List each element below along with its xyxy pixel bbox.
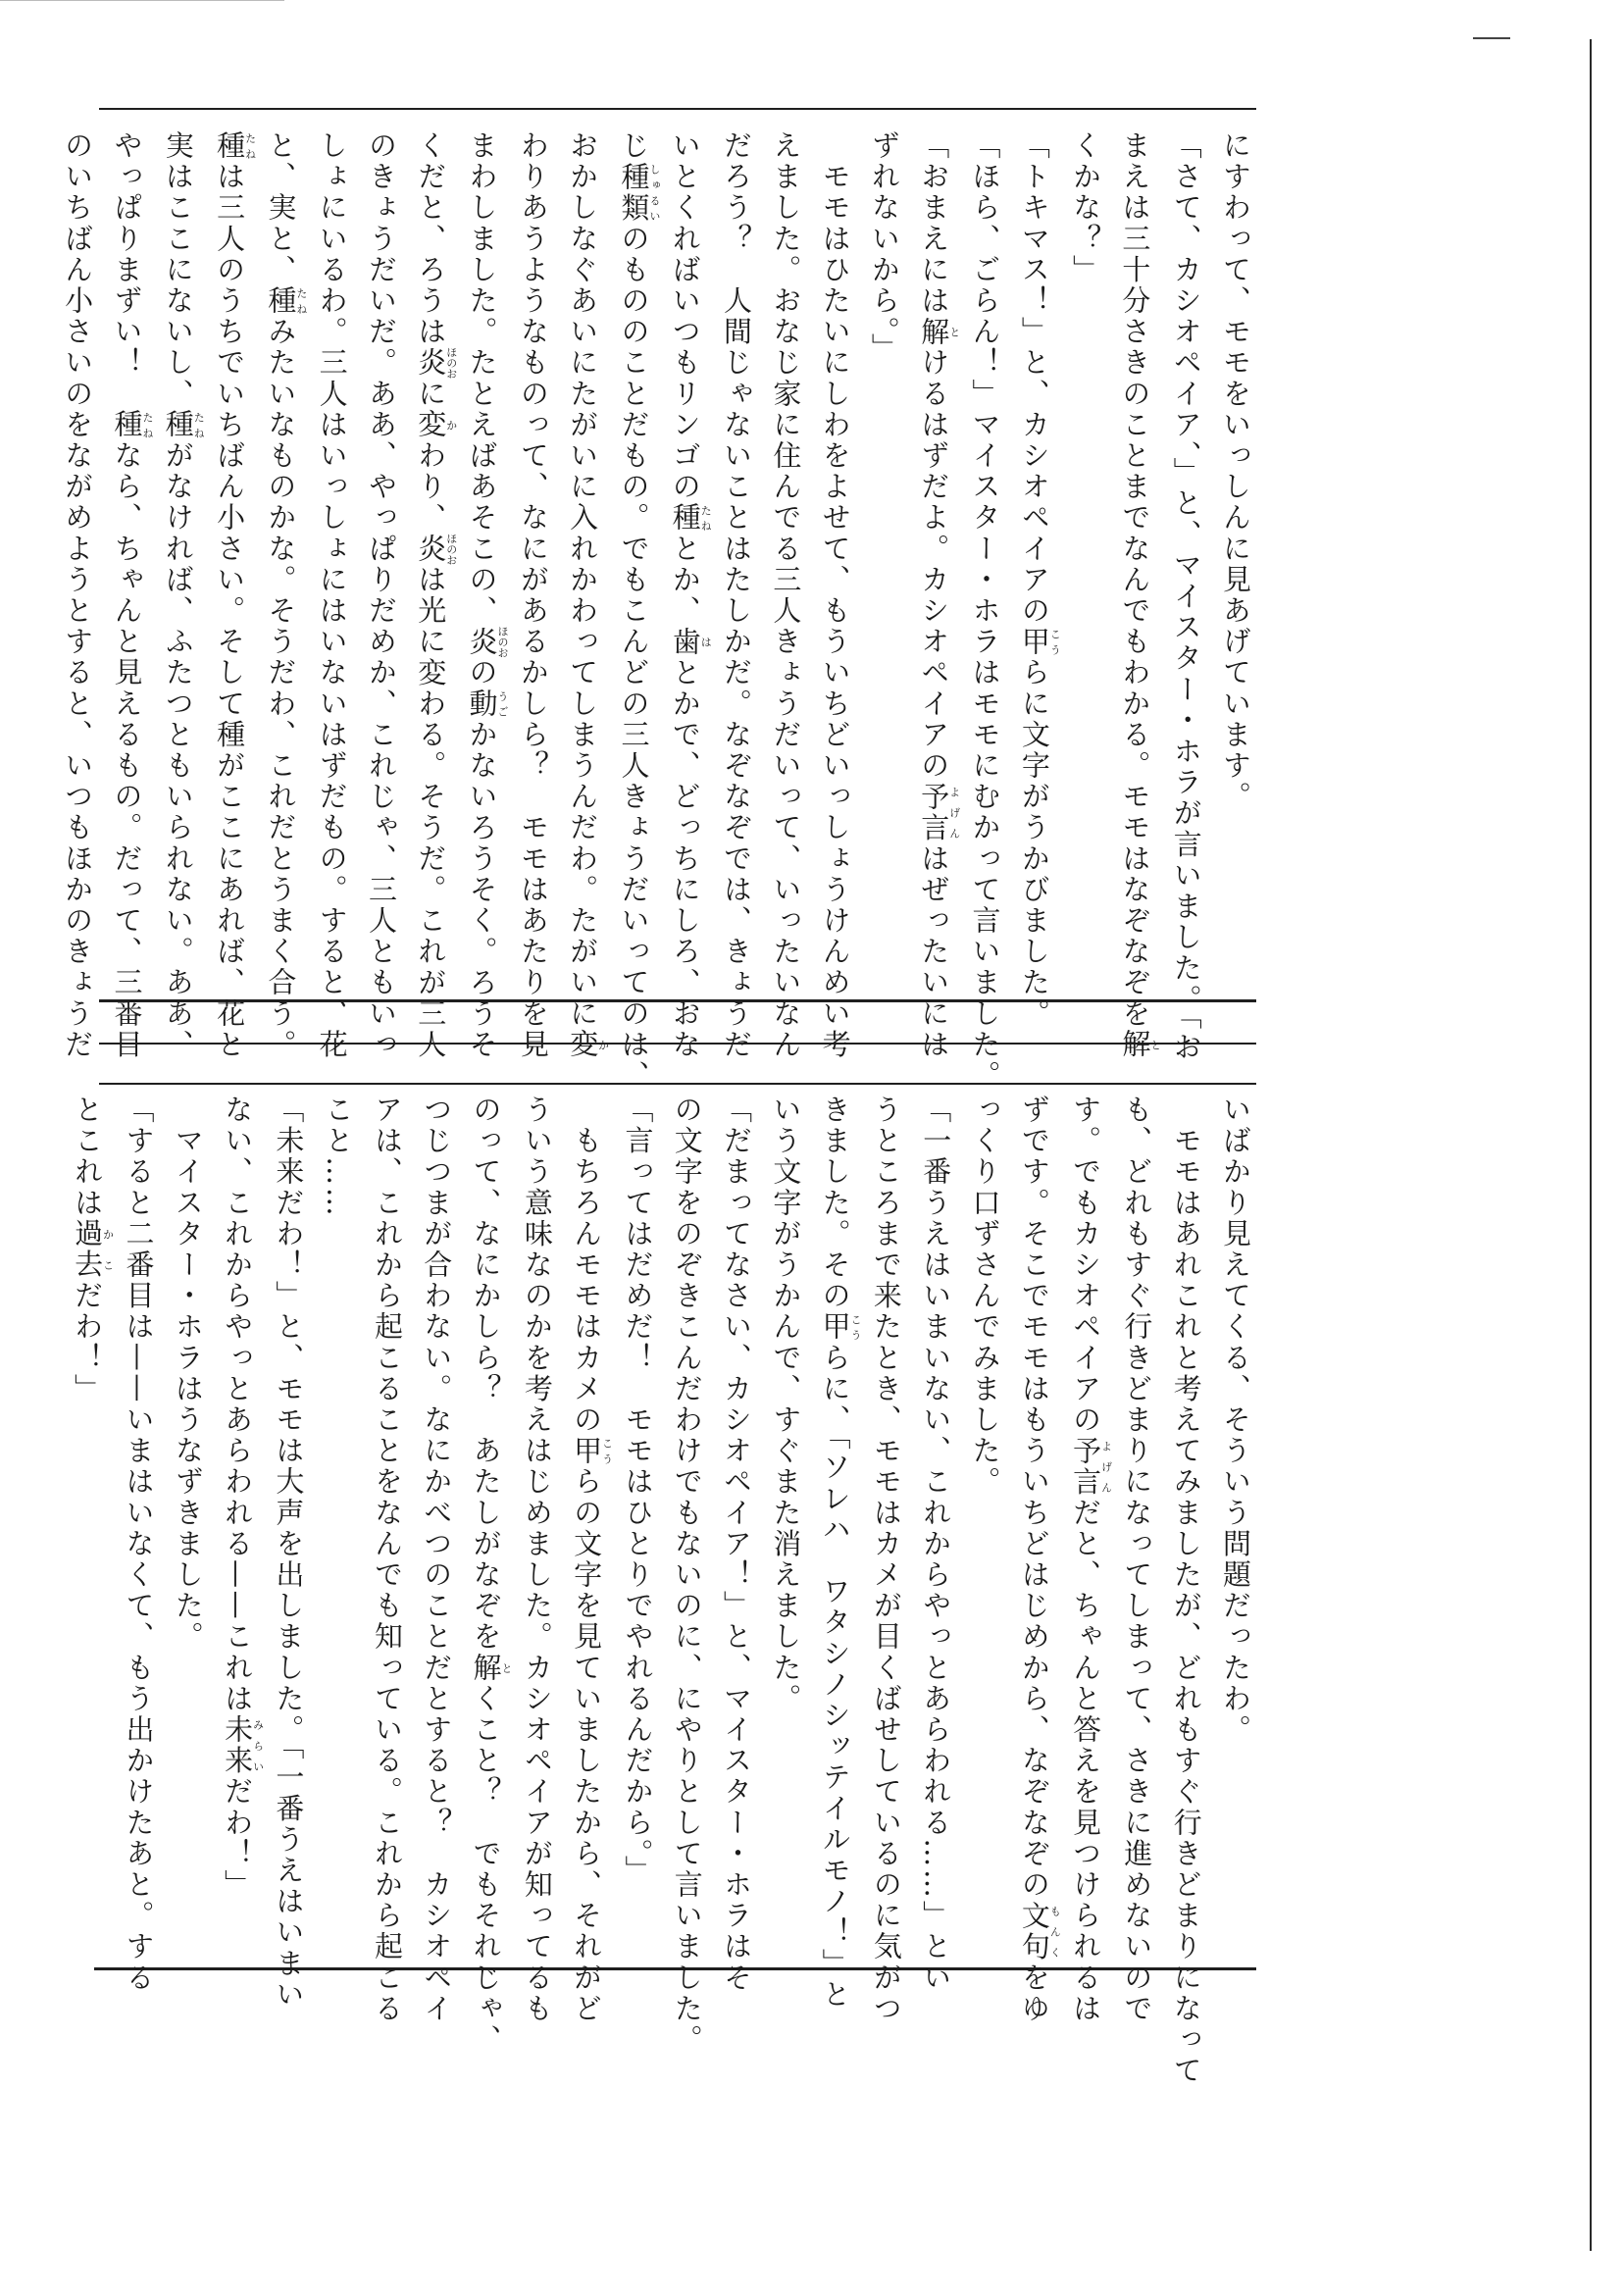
- text-run: やっぱりまずい！: [110, 130, 144, 410]
- text-line: [609, 130, 661, 1092]
- ruby-base: 種: [213, 130, 247, 162]
- text-run: いとくればいつもリンゴの: [668, 130, 702, 503]
- top-rule: [99, 108, 1256, 110]
- ruby-reading: こう: [1048, 626, 1062, 658]
- text-run: 「だまってなさい、カシオペイア！」と、マイスター・ホラはそ: [720, 1095, 754, 1994]
- text-line: [457, 130, 510, 1061]
- text-run: のもののことだもの。でもこんどの三人きょうだいってのは、: [617, 223, 651, 1092]
- text-run: もちろんモモはカメの: [570, 1095, 604, 1436]
- ruby-word: [1069, 1435, 1113, 1498]
- text-run: 「さて、カシオペイア、」と、マイスター・ホラが言いました。「お: [1169, 130, 1203, 1063]
- text-line: [1211, 1095, 1260, 1922]
- text-run: くかな？」: [1069, 130, 1103, 285]
- text-run: うところまで来たとき、モモはカメが目くばせしているのに気がつ: [869, 1095, 903, 2024]
- text-line: [1010, 130, 1062, 1030]
- text-line: [1061, 1095, 1113, 2025]
- text-line: [810, 130, 859, 1060]
- text-line: [205, 130, 257, 1061]
- ruby-word: [414, 533, 458, 566]
- text-run: おかしなぐあいにたがいに入れかわってしまうんだわ。たがいに: [566, 130, 600, 1030]
- ruby-word: [414, 409, 458, 441]
- ruby-base: 予言: [1069, 1435, 1103, 1498]
- text-line: [1211, 130, 1260, 1005]
- text-run: のって、なにかしら？ あたしがなぞを: [469, 1095, 503, 1653]
- ruby-reading: よげん: [947, 781, 961, 843]
- ruby-reading: と: [947, 316, 961, 348]
- text-line: [860, 130, 909, 1005]
- text-line: [513, 1095, 562, 2024]
- scan-mark-right: [1473, 37, 1510, 39]
- ruby-reading: たね: [140, 409, 154, 440]
- text-run: だと、ちゃんと答えを見つけられるは: [1069, 1497, 1103, 2025]
- text-line: [153, 130, 206, 1061]
- ruby-reading: よげん: [1099, 1435, 1113, 1498]
- text-line: [307, 130, 356, 1060]
- ruby-word: [1118, 1029, 1162, 1061]
- ruby-reading: は: [699, 626, 713, 658]
- ruby-reading: もんく: [1048, 1900, 1062, 1963]
- ruby-reading: たね: [243, 130, 257, 162]
- ruby-base: 炎: [465, 625, 499, 658]
- ruby-word: [617, 161, 661, 224]
- ruby-base: 種: [264, 285, 298, 317]
- ruby-base: 種: [668, 502, 702, 534]
- text-run: に: [414, 378, 448, 410]
- text-run: まえは三十分さきのことまでなんでもわかる。モモはなぞなぞを: [1118, 130, 1152, 1030]
- ruby-reading: と: [500, 1652, 514, 1684]
- text-run: えました。おなじ家に住んでる三人きょうだいって、いったいなん: [769, 130, 803, 1060]
- text-run: くだと、ろうは: [414, 130, 448, 348]
- ruby-reading: ほのお: [444, 346, 458, 380]
- ruby-reading: こう: [849, 1311, 863, 1343]
- text-line: [909, 130, 961, 1061]
- text-line: [810, 1095, 863, 2011]
- text-run: きました。その: [818, 1095, 852, 1312]
- text-run: 「未来だわ！」と、モモは大声を出しました。「一番うえはいまい: [272, 1095, 306, 2011]
- ruby-reading: みらい: [251, 1714, 265, 1777]
- text-run: だわ！」: [71, 1280, 105, 1405]
- text-run: 実はここにないし、: [161, 130, 195, 410]
- ruby-base: 歯: [668, 626, 702, 658]
- text-line: [264, 1095, 313, 2011]
- text-run: ういう意味なのかを考えはじめました。カシオペイアが知ってるも: [520, 1095, 554, 2024]
- text-run: わり、: [414, 440, 448, 534]
- text-run: なら、ちゃんと見えるもの。だって、三番目: [110, 440, 144, 1061]
- text-run: とか、: [668, 533, 702, 627]
- ruby-base: 甲: [818, 1311, 852, 1343]
- ruby-word: [668, 626, 713, 658]
- text-line: [662, 1095, 711, 2056]
- text-line: [761, 1095, 810, 1922]
- text-line: [313, 1095, 362, 1922]
- ruby-reading: こう: [600, 1435, 614, 1467]
- text-run: じ: [617, 130, 651, 162]
- text-line: [1110, 130, 1162, 1061]
- ruby-word: [668, 502, 713, 534]
- text-run: けるはずだよ。カシオペイアの: [917, 347, 951, 782]
- ruby-base: 種類: [617, 161, 651, 224]
- ruby-reading: うご: [496, 688, 510, 720]
- ruby-base: 文句: [1017, 1900, 1051, 1963]
- ruby-base: 解: [1118, 1029, 1152, 1061]
- text-run: みたいなものかな。そうだわ、これだとうまく合う。: [264, 316, 298, 1061]
- text-run: くこと？ でもそれじゃ、: [469, 1683, 503, 2056]
- ruby-word: [570, 1435, 614, 1467]
- ruby-word: [161, 409, 206, 441]
- text-run: とかで、どっちにしろ、おな: [668, 657, 702, 1061]
- text-line: [960, 130, 1009, 1092]
- text-run: まわしました。たとえばあそこの、: [465, 130, 499, 627]
- text-line: [412, 1095, 461, 2024]
- ruby-word: [465, 688, 510, 720]
- ruby-base: 種: [161, 409, 195, 441]
- text-line: [509, 130, 558, 1060]
- ruby-base: 変: [414, 409, 448, 441]
- ruby-reading: たね: [294, 285, 308, 317]
- text-line: [63, 1095, 114, 1922]
- ruby-reading: かこ: [101, 1218, 115, 1281]
- text-run: つじつまが合わない。なにかべつのことだとすると？ カシオペイ: [420, 1095, 454, 2024]
- ruby-base: 解: [469, 1652, 503, 1684]
- text-run: 「ほら、ごらん！」マイスター・ホラはモモにむかって言いました。: [968, 130, 1002, 1092]
- text-run: アは、これから起こることをなんでも知っている。これから起こる: [370, 1095, 404, 2024]
- ruby-word: [1017, 1900, 1062, 1963]
- ruby-base: 過去: [71, 1218, 105, 1281]
- text-line: [163, 1095, 212, 1922]
- text-line: [406, 130, 458, 1061]
- text-run: がなければ、ふたつともいられない。ああ、: [161, 440, 195, 1061]
- text-run: の文字をのぞきこんだわけでもないのに、にやりとして言いました。: [670, 1095, 704, 2056]
- text-line: [613, 1095, 662, 1922]
- ruby-word: [469, 1652, 514, 1684]
- text-line: [1061, 130, 1110, 1005]
- text-run: いう文字がうかんで、すぐまた消えました。: [769, 1095, 803, 1714]
- text-run: 「一番うえはいまいない、これからやっとあらわれる……」とい: [919, 1095, 953, 1994]
- text-line: [1010, 1095, 1062, 2025]
- ruby-reading: と: [1148, 1029, 1162, 1060]
- text-run: マイスター・ホラはうなずきました。: [171, 1095, 205, 1653]
- ruby-base: 炎: [414, 346, 448, 380]
- text-run: しょにいるわ。三人はいっしょにはいないはずだもの。すると、花: [315, 130, 349, 1060]
- text-line: [256, 130, 308, 1061]
- text-run: ずれないから。」: [867, 130, 901, 365]
- text-run: らに文字がうかびました。: [1017, 657, 1051, 1030]
- text-line: [761, 130, 810, 1060]
- text-run: とこれは: [71, 1095, 105, 1219]
- ruby-word: [110, 409, 154, 441]
- ruby-word: [71, 1218, 115, 1281]
- text-run: 「トキマス！」と、カシオペイアの: [1017, 130, 1051, 627]
- text-line: [213, 1095, 264, 1922]
- text-run: の: [465, 657, 499, 688]
- page-edge: [1590, 39, 1592, 2251]
- text-run: ない、これからやっとあらわれる——これは: [221, 1095, 255, 1714]
- ruby-reading: しゅるい: [647, 161, 661, 224]
- text-line: [558, 130, 610, 1061]
- text-run: っくり口ずさんでみました。: [968, 1095, 1002, 1498]
- ruby-word: [917, 781, 961, 843]
- ruby-word: [414, 346, 458, 380]
- text-line: [357, 130, 406, 1060]
- ruby-base: 甲: [1017, 626, 1051, 658]
- text-line: [660, 130, 713, 1061]
- text-run: す。でもカシオペイアの: [1069, 1095, 1103, 1436]
- text-run: 「言ってはだめだ！ モモはひとりでやれるんだから。」: [621, 1095, 655, 1887]
- ruby-base: 未来: [221, 1714, 255, 1777]
- text-run: 「おまえには: [917, 130, 951, 317]
- text-run: のいちばん小さいのをながめようとすると、いつもほかのきょうだ: [61, 130, 95, 1060]
- text-line: [562, 1095, 614, 2025]
- text-run: モモはひたいにしわをよせて、もういちどいっしょうけんめい考: [818, 130, 852, 1060]
- text-line: [1112, 1095, 1161, 2024]
- text-line: [102, 130, 154, 1061]
- ruby-base: 予言: [917, 781, 951, 843]
- ruby-base: 炎: [414, 533, 448, 566]
- scan-mark-left: [0, 0, 284, 1]
- text-block-top: [61, 130, 1260, 1092]
- text-run: はぜったいには: [917, 842, 951, 1061]
- ruby-base: 動: [465, 688, 499, 720]
- ruby-word: [1017, 626, 1062, 658]
- text-run: らの文字を見ていましたから、それがど: [570, 1466, 604, 2025]
- text-run: は光に変わる。そうだ。これが三人: [414, 564, 448, 1061]
- text-line: [960, 1095, 1009, 1922]
- ruby-word: [917, 316, 961, 348]
- ruby-reading: ほのお: [444, 533, 458, 566]
- text-run: 「すると二番目は——いまはいなくて、もう出かけたあと。する: [122, 1095, 156, 1994]
- text-line: [712, 130, 761, 1060]
- text-run: いばかり見えてくる、そういう問題だったわ。: [1219, 1095, 1252, 1746]
- divider-rule-lower: [99, 1083, 1256, 1085]
- text-line: [712, 1095, 761, 1994]
- ruby-reading: か: [444, 409, 458, 441]
- text-run: こと……: [321, 1095, 355, 1219]
- ruby-word: [818, 1311, 863, 1343]
- text-line: [1161, 1095, 1210, 2087]
- ruby-reading: か: [596, 1029, 610, 1060]
- ruby-reading: たね: [699, 502, 713, 534]
- text-run: と、実と、: [264, 130, 298, 285]
- ruby-reading: たね: [192, 409, 206, 440]
- text-line: [911, 1095, 960, 1994]
- ruby-word: [566, 1029, 610, 1061]
- text-run: のきょうだいだ。ああ、やっぱりだめか、これじゃ、三人ともいっ: [364, 130, 398, 1060]
- ruby-reading: ほのお: [496, 625, 510, 658]
- text-line: [363, 1095, 412, 2024]
- ruby-word: [465, 625, 510, 658]
- ruby-word: [213, 130, 257, 162]
- text-run: は三人のうちでいちばん小さい。そして種がここにあれば、花と: [213, 161, 247, 1061]
- text-run: だわ！」: [221, 1776, 255, 1901]
- text-line: [114, 1095, 163, 1994]
- ruby-base: 変: [566, 1029, 600, 1061]
- text-block-bottom: [71, 1095, 1260, 2087]
- ruby-base: 解: [917, 316, 951, 348]
- text-run: モモはあれこれと考えてみましたが、どれもすぐ行きどまりになって: [1169, 1095, 1203, 2087]
- text-line: [461, 1095, 514, 2056]
- text-run: ずです。そこでモモはもういちどはじめから、なぞなぞの: [1017, 1095, 1051, 1901]
- text-run: らに、「ソレハ ワタシノシッテイルモノ！」と: [818, 1342, 852, 2011]
- text-run: にすわって、モモをいっしんに見あげています。: [1219, 130, 1252, 813]
- text-run: も、どれもすぐ行きどまりになってしまって、さきに進めないので: [1120, 1095, 1154, 2024]
- ruby-word: [264, 285, 308, 317]
- text-line: [1161, 130, 1210, 1063]
- text-run: だろう？ 人間じゃないことはたしかだ。なぞなぞでは、きょうだ: [720, 130, 754, 1060]
- ruby-base: 甲: [570, 1435, 604, 1467]
- ruby-word: [221, 1714, 265, 1777]
- ruby-base: 種: [110, 409, 144, 441]
- text-run: かないろうそく。ろうそ: [465, 719, 499, 1061]
- text-run: わりあうようなものって、なにがあるかしら？ モモはあたりを見: [516, 130, 550, 1060]
- text-run: をゆ: [1017, 1962, 1051, 2025]
- text-line: [53, 130, 102, 1060]
- text-line: [862, 1095, 911, 2024]
